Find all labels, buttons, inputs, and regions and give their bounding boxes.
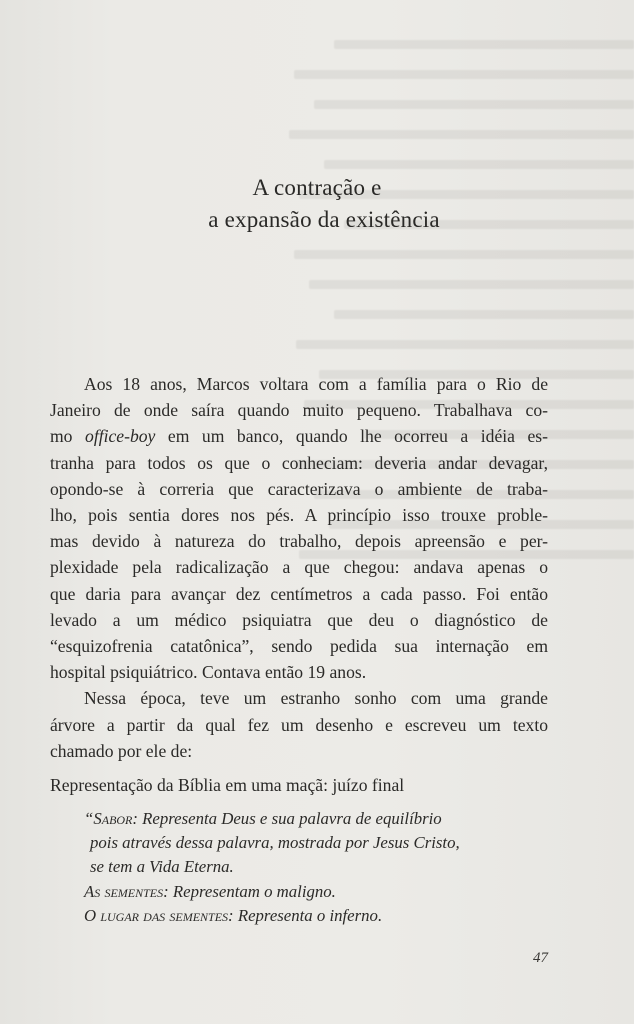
section-subheading: Representação da Bíblia em uma maçã: juízo final bbox=[50, 775, 405, 795]
chapter-title bbox=[0, 172, 634, 236]
quote-line: pois através dessa palavra, mostrada por Jesus Cristo, bbox=[90, 833, 460, 853]
body-line: Janeiro de onde saíra quando muito pequeno. Trabalhava co- bbox=[50, 400, 548, 421]
quote-line bbox=[84, 807, 524, 831]
body-line: Aos 18 anos, Marcos voltara com a família para o Rio de bbox=[84, 374, 548, 394]
quote-line bbox=[84, 880, 524, 904]
body-line bbox=[50, 423, 548, 449]
body-line: “esquizofrenia catatônica”, sendo pedida sua internação em bbox=[50, 636, 548, 657]
body-line-fragment: mo bbox=[50, 426, 86, 447]
chapter-title-line-1: A contração e bbox=[252, 175, 382, 200]
quote-label: Sabor: bbox=[93, 809, 138, 828]
body-line: plexidade pela radicalização a que chegou: andava apenas o bbox=[50, 557, 548, 578]
quote-text: Representam o maligno. bbox=[168, 881, 336, 901]
body-line: Nessa época, teve um estranho sonho com uma grande bbox=[84, 688, 548, 709]
body-line: tranha para todos os que o conheciam: deveria andar devagar, bbox=[50, 452, 548, 473]
quote-label: O lugar das sementes: bbox=[84, 905, 234, 925]
quote-text: Representa o inferno. bbox=[233, 905, 383, 925]
body-line: que daria para avançar dez centímetros a cada passo. Foi então bbox=[50, 583, 548, 604]
quote-text: Representa Deus e sua palavra de equilíbrio bbox=[137, 809, 442, 828]
body-line: levado a um médico psiquiatra que deu o diagnóstico de bbox=[50, 609, 548, 630]
body-line: mas devido à natureza do trabalho, depois apreensão e per- bbox=[50, 531, 548, 552]
body-line: hospital psiquiátrico. Contava então 19 anos. bbox=[50, 662, 367, 683]
body-line: árvore a partir da qual fez um desenho e escreveu um texto bbox=[50, 714, 548, 735]
page-number: 47 bbox=[533, 950, 548, 966]
body-line: chamado por ele de: bbox=[50, 740, 193, 761]
body-line: lho, pois sentia dores nos pés. A princípio isso trouxe proble- bbox=[50, 505, 548, 526]
chapter-title-line-2: a expansão da existência bbox=[208, 207, 440, 232]
italic-term: office-boy bbox=[85, 426, 156, 447]
quote-line bbox=[84, 904, 524, 928]
quote-line: se tem a Vida Eterna. bbox=[90, 857, 234, 877]
body-line: opondo-se à correria que caracterizava o ambiente de traba- bbox=[50, 478, 548, 499]
quote-open-mark: “ bbox=[84, 809, 94, 828]
body-line-fragment: em um banco, quando lhe ocorreu a idéia es- bbox=[167, 426, 548, 447]
block-quote bbox=[84, 807, 524, 928]
body-text bbox=[50, 371, 548, 764]
quote-label: As sementes: bbox=[84, 881, 169, 901]
